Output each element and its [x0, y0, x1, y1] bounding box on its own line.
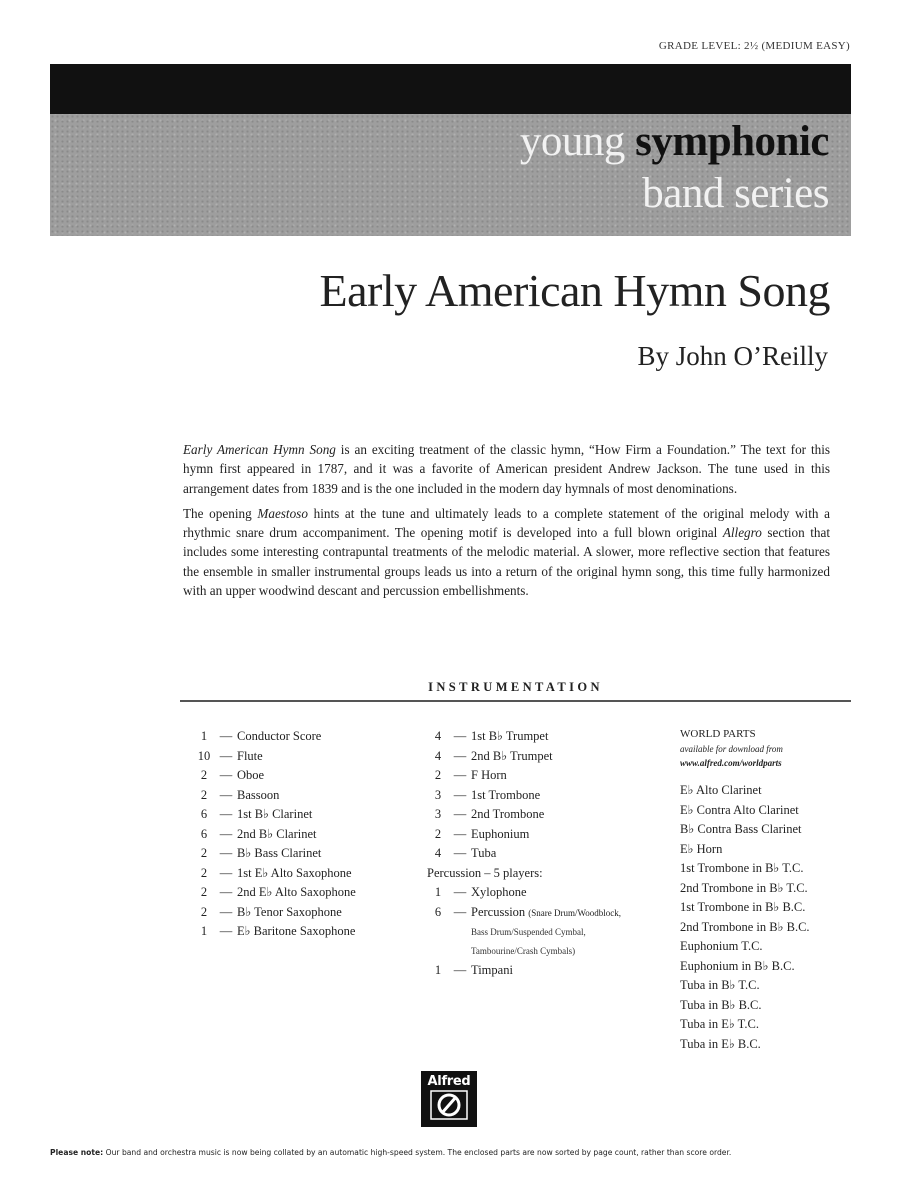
- alfred-emblem-icon: [430, 1090, 468, 1120]
- series-banner: [50, 114, 851, 236]
- tempo-allegro: Allegro: [722, 525, 762, 541]
- instrument-row: 4 — 1st B♭ Trumpet: [434, 729, 549, 743]
- world-part-item: Euphonium in B♭ B.C.: [680, 958, 795, 973]
- instrument-row: 3 — 1st Trombone: [434, 787, 541, 802]
- composer-byline: By John O’Reilly: [637, 341, 828, 371]
- grade-level: GRADE LEVEL: 2½ (MEDIUM EASY): [658, 40, 850, 52]
- series-bold-text: symphonic: [635, 118, 829, 165]
- instrument-row: 2 — B♭ Bass Clarinet: [200, 846, 322, 860]
- instrument-row: 2 — Oboe: [200, 768, 265, 782]
- instrument-row: 6 — Percussion (Snare Drum/Woodblock,: [434, 904, 622, 919]
- title-italic: Early American Hymn Song: [183, 442, 336, 457]
- instrument-list-woodwinds: [193, 727, 403, 942]
- world-parts-title: WORLD PARTS: [680, 728, 756, 740]
- percussion-header: Percussion – 5 players:: [427, 865, 543, 880]
- series-line-2: band series: [642, 170, 829, 217]
- instrument-row: 1 — Conductor Score: [200, 729, 322, 743]
- world-part-item: Tuba in B♭ B.C.: [680, 997, 762, 1012]
- instrument-row: 2 — Bassoon: [200, 787, 280, 802]
- world-part-item: 2nd Trombone in B♭ T.C.: [680, 880, 808, 895]
- instrument-row: 2 — 2nd E♭ Alto Saxophone: [200, 885, 356, 899]
- world-parts-note: available for download from: [680, 744, 783, 754]
- instrumentation-heading: INSTRUMENTATION: [428, 680, 603, 694]
- world-part-item: Tuba in E♭ B.C.: [680, 1036, 761, 1051]
- footer-note: [50, 1148, 855, 1157]
- instrument-row: 6 — 2nd B♭ Clarinet: [200, 826, 317, 841]
- world-part-item: Tuba in B♭ T.C.: [680, 978, 760, 992]
- instrument-row: 1 — Timpani: [434, 963, 513, 977]
- alfred-logo: [421, 1071, 477, 1127]
- logo-text: Alfred: [427, 1074, 471, 1089]
- footer-label: Please note:: [50, 1148, 104, 1157]
- world-part-item: E♭ Contra Alto Clarinet: [680, 802, 799, 817]
- world-part-item: B♭ Contra Bass Clarinet: [680, 822, 802, 836]
- instrument-row: 4 — 2nd B♭ Trumpet: [434, 748, 553, 763]
- world-part-item: 2nd Trombone in B♭ B.C.: [680, 919, 810, 934]
- description: [183, 440, 830, 606]
- instrument-row: 1 — Xylophone: [434, 885, 527, 899]
- instrument-row: 2 — F Horn: [434, 768, 507, 782]
- instrument-row: 2 — B♭ Tenor Saxophone: [200, 904, 342, 919]
- world-parts-list: [680, 727, 855, 1054]
- instrument-row: 3 — 2nd Trombone: [434, 807, 545, 821]
- instrument-row: 1 — E♭ Baritone Saxophone: [200, 924, 356, 938]
- instrument-list-brass-percussion: [427, 727, 657, 981]
- world-part-item: E♭ Horn: [680, 841, 723, 856]
- tempo-maestoso: Maestoso: [257, 505, 308, 521]
- series-light-text: young: [519, 118, 625, 165]
- instrument-row: 2 — 1st E♭ Alto Saxophone: [200, 865, 352, 880]
- world-part-item: Tuba in E♭ T.C.: [680, 1017, 759, 1031]
- description-paragraph-2: The opening Maestoso hints at the tune and ultimately leads to a complete statement of the original melody with a rhythmic snare drum accompaniment. The opening motif is developed into a full blown original Allegro section that includes some interesting contrapuntal treatments of the melodic material. A slower, more reflective section that features the ensemble in smaller instrumental groups leads us into a return of the original hymn song, this time fully harmonized with an upper woodwind descant and percussion embellishments.: [183, 505, 830, 599]
- percussion-note: Bass Drum/Suspended Cymbal,: [471, 927, 586, 937]
- world-part-item: E♭ Alto Clarinet: [680, 783, 762, 797]
- description-paragraph-1: Early American Hymn Song is an exciting treatment of the classic hymn, “How Firm a Foundation.” The text for this hymn first appeared in 1787, and it was a favorite of American president Andrew Jackson. The tune used in this arrangement dates from 1839 and is the one included in the modern day hymnals of most denominations.: [183, 442, 830, 496]
- page-title: Early American Hymn Song: [319, 265, 830, 316]
- instrument-row: 10 — Flute: [197, 748, 263, 763]
- world-part-item: Euphonium T.C.: [680, 939, 763, 953]
- header-black-bar: [50, 64, 851, 114]
- instrument-row: 2 — Euphonium: [434, 826, 530, 841]
- percussion-note: Tambourine/Crash Cymbals): [471, 946, 576, 956]
- world-parts-url: www.alfred.com/worldparts: [680, 758, 782, 768]
- series-line-1: [520, 120, 829, 163]
- footer-text: Our band and orchestra music is now being collated by an automatic high-speed system. The enclosed parts are now sorted by page count, rather than score order.: [103, 1148, 732, 1157]
- world-part-item: 1st Trombone in B♭ T.C.: [680, 861, 804, 875]
- instrument-row: 6 — 1st B♭ Clarinet: [200, 807, 313, 821]
- world-part-item: 1st Trombone in B♭ B.C.: [680, 900, 806, 914]
- instrument-row: 4 — Tuba: [434, 846, 497, 860]
- instrumentation-divider: [180, 700, 851, 702]
